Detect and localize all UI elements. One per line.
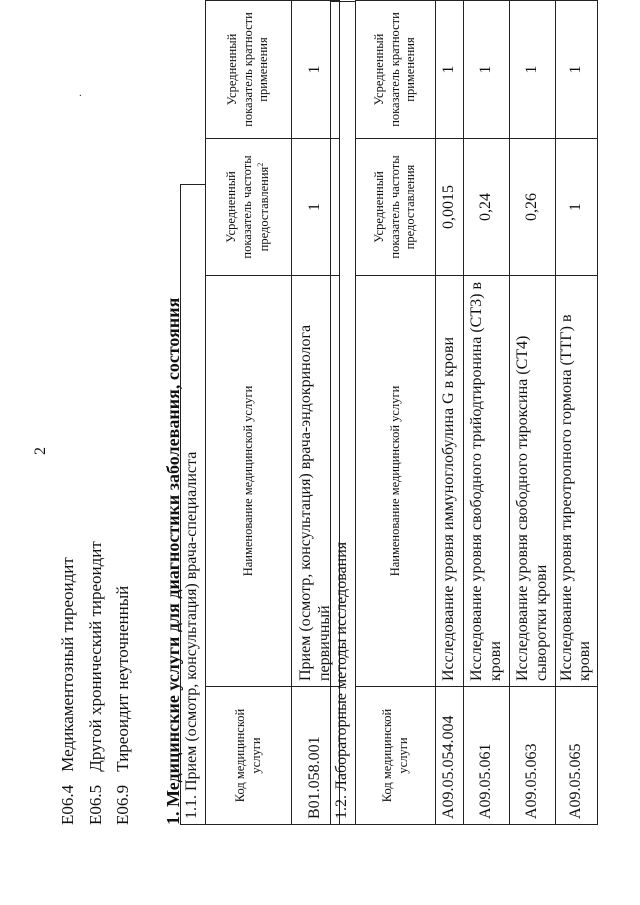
service-code: A09.05.061	[464, 687, 510, 825]
header-name: Наименование медицинской услуги	[206, 276, 292, 687]
diagnosis-line	[86, 541, 106, 825]
frequency-value: 1	[292, 139, 340, 276]
service-code: A09.05.063	[510, 687, 556, 825]
multiplicity-value: 1	[464, 1, 510, 139]
service-name: Исследование уровня свободного тироксина (СТ4) сыворотки крови	[510, 276, 556, 687]
diagnosis-code: E06.9	[113, 784, 132, 825]
scan-speck: ·	[76, 93, 87, 97]
service-code: B01.058.001	[292, 687, 340, 825]
multiplicity-value: 1	[510, 1, 556, 139]
frequency-value: 0,0015	[436, 139, 464, 276]
diagnosis-name: Медикаментозный тиреоидит	[58, 557, 77, 772]
service-code: A09.05.065	[556, 687, 598, 825]
diagnosis-name: Тиреоидит неуточненный	[113, 585, 132, 772]
diagnosis-code: E06.5	[86, 784, 105, 825]
multiplicity-value: 1	[436, 1, 464, 139]
frequency-value: 0,24	[464, 139, 510, 276]
table-header-row	[356, 1, 436, 825]
service-name: Исследование уровня тиреотропного гормона (ТТГ) в крови	[556, 276, 598, 687]
header-frequency: Усредненный показатель частоты предоставления$^2$	[206, 139, 292, 276]
frequency-value: 1	[556, 139, 598, 276]
table-header-row	[206, 1, 292, 825]
frequency-value: 0,26	[510, 139, 556, 276]
header-frequency: Усредненный показатель частоты предоставления	[356, 139, 436, 276]
header-name: Наименование медицинской услуги	[356, 276, 436, 687]
diagnosis-line	[113, 586, 133, 825]
service-code: A09.05.054.004	[436, 687, 464, 825]
table-row	[510, 1, 556, 825]
diagnosis-name: Другой хронический тиреоидит	[86, 541, 105, 772]
table-row	[464, 1, 510, 825]
header-code: Код медицинской услуги	[356, 687, 436, 825]
table-row	[436, 1, 464, 825]
multiplicity-value: 1	[292, 1, 340, 139]
header-multiplicity: Усредненный показатель кратности применения	[206, 1, 292, 139]
multiplicity-value: 1	[556, 1, 598, 139]
footnote-mark: 2	[255, 162, 265, 167]
section-title: 1. Медицинские услуги для диагностики заболевания, состояния	[163, 297, 183, 825]
table1	[205, 0, 340, 825]
diagnosis-line	[58, 557, 78, 825]
table1-caption: 1.1. Прием (осмотр, консультация) врача-специалиста	[183, 451, 200, 819]
service-name: Исследование уровня иммуноглобулина G в крови	[436, 276, 464, 687]
header-code: Код медицинской услуги	[206, 687, 292, 825]
service-name: Прием (осмотр, консультация) врача-эндокринолога первичный	[292, 276, 340, 687]
table2	[355, 0, 598, 825]
table2-caption: 1.2. Лабораторные методы исследования	[333, 541, 350, 819]
diagnosis-code: E06.4	[58, 784, 77, 825]
service-name: Исследование уровня свободного трийодтиронина (СТ3) в крови	[464, 276, 510, 687]
table-row	[556, 1, 598, 825]
header-multiplicity: Усредненный показатель кратности применения	[356, 1, 436, 139]
page-number: 2	[32, 447, 49, 455]
